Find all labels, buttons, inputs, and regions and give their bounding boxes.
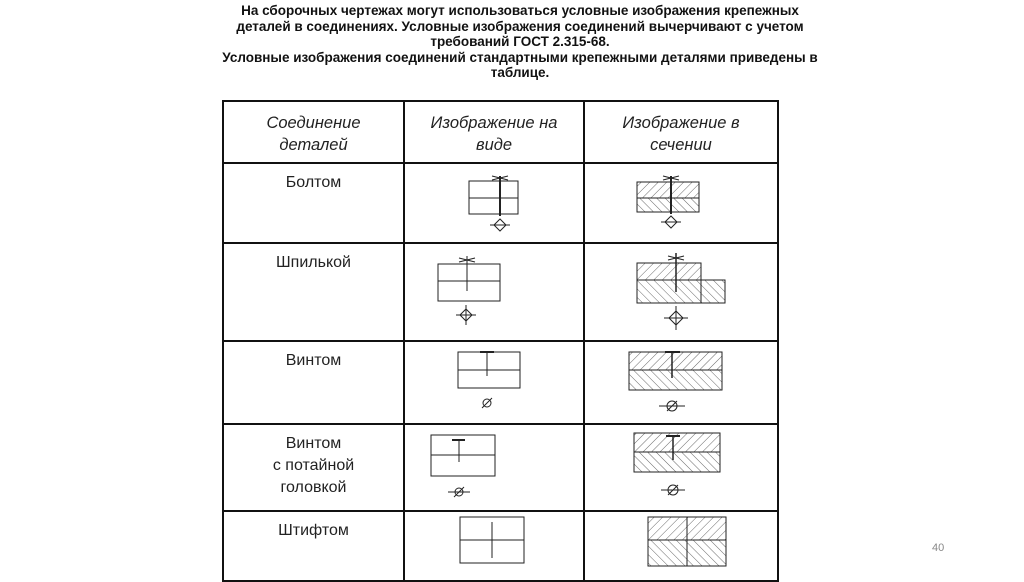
fastener-table: [222, 100, 779, 582]
title-line: таблице.: [490, 65, 550, 80]
table-row: [223, 341, 778, 424]
section-image-screw: [584, 341, 778, 424]
section-image-stud: [584, 243, 778, 341]
view-image-pin: [404, 511, 584, 581]
slide-title: [180, 3, 860, 81]
table-row: [223, 243, 778, 341]
table-header-row: [223, 101, 778, 163]
row-label: Винтом: [223, 341, 404, 424]
view-image-screw: [404, 341, 584, 424]
header-view: Изображение на виде: [404, 101, 584, 163]
header-section: Изображение в сечении: [584, 101, 778, 163]
table-row: [223, 163, 778, 243]
title-line: требований ГОСТ 2.315-68.: [430, 34, 610, 49]
view-image-countersunk-screw: [404, 424, 584, 511]
table-row: [223, 424, 778, 511]
title-line: деталей в соединениях. Условные изображения соединений вычерчивают с учетом: [236, 18, 804, 34]
title-line: На сборочных чертежах могут использоваться условные изображения крепежных: [241, 3, 799, 18]
section-image-pin: [584, 511, 778, 581]
row-label: Шпилькой: [223, 243, 404, 341]
view-image-bolt: [404, 163, 584, 243]
page-number: 40: [932, 542, 945, 554]
row-label: Болтом: [223, 163, 404, 243]
row-label: Винтом с потайной головкой: [223, 424, 404, 511]
table-row: [223, 511, 778, 581]
header-connection: Соединение деталей: [223, 101, 404, 163]
section-image-bolt: [584, 163, 778, 243]
title-line: Условные изображения соединений стандартными крепежными деталями приведены в: [222, 49, 818, 65]
view-image-stud: [404, 243, 584, 341]
section-image-countersunk-screw: [584, 424, 778, 511]
row-label: Штифтом: [223, 511, 404, 581]
